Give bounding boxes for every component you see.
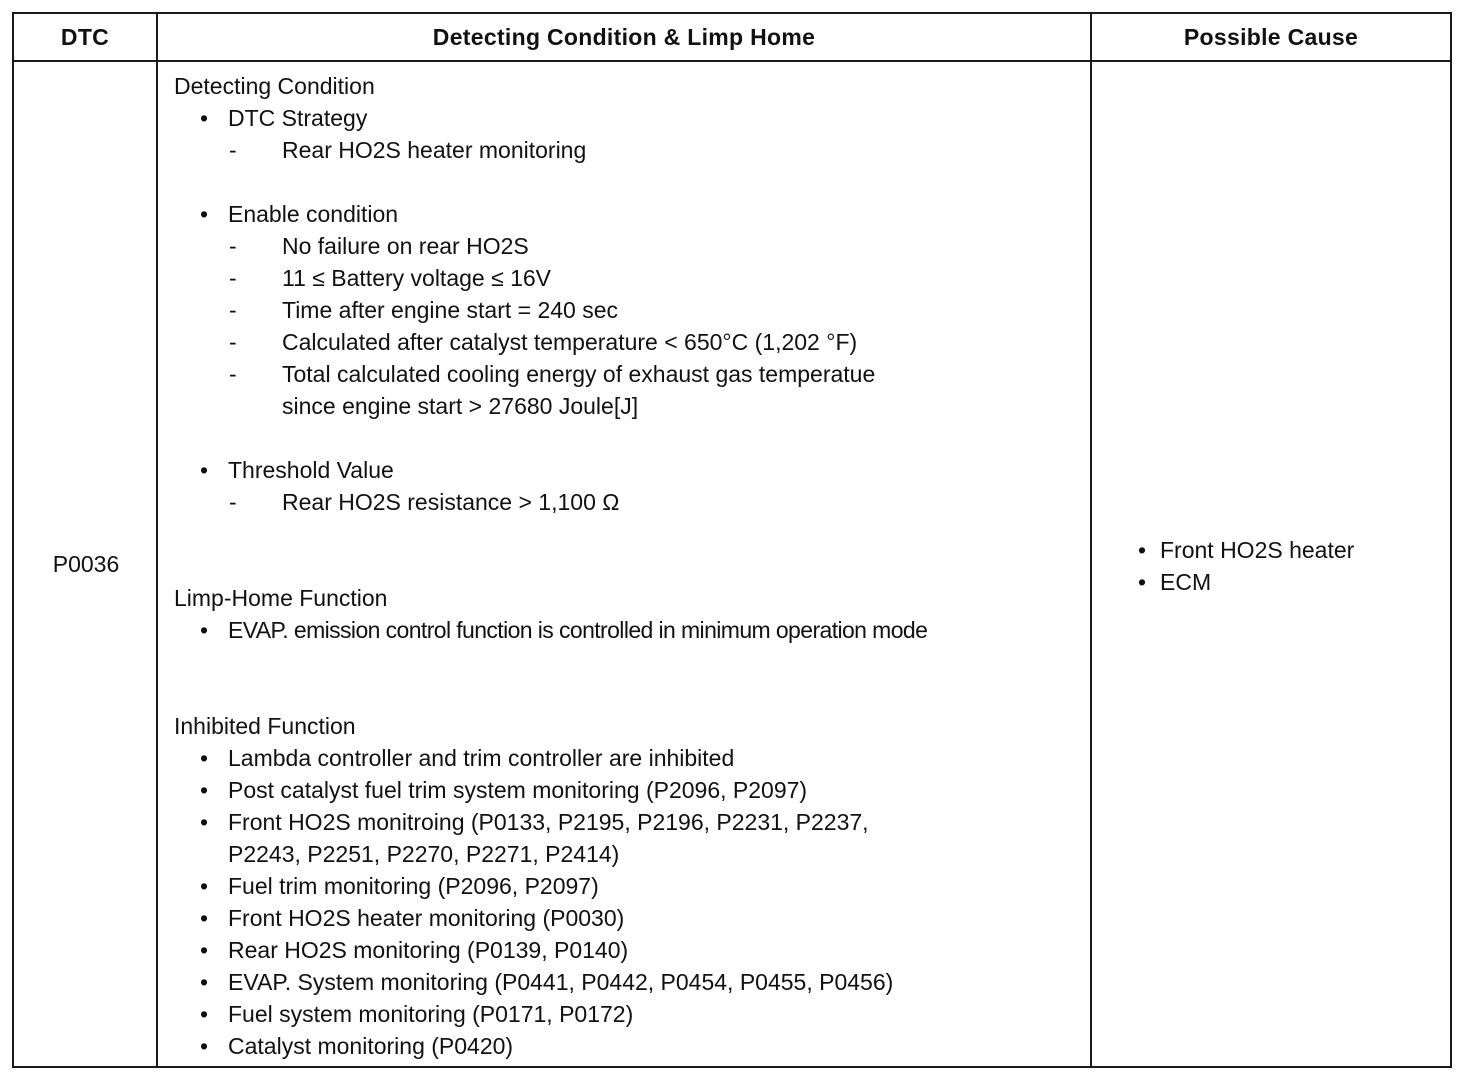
list-item (174, 294, 1094, 326)
inhibited-item: Fuel system monitoring (P0171, P0172) (228, 1001, 634, 1027)
inhibited-item: Front HO2S heater monitoring (P0030) (228, 905, 625, 931)
dash-icon: - (229, 489, 237, 515)
list-item (174, 998, 1094, 1030)
list-item (174, 806, 1094, 838)
bullet-icon: • (200, 905, 209, 931)
list-item (174, 902, 1094, 934)
inhibited-item: Catalyst monitoring (P0420) (228, 1033, 514, 1059)
list-item (174, 966, 1094, 998)
dtc-strategy-label: DTC Strategy (228, 105, 368, 131)
limp-home-title: Limp-Home Function (174, 585, 388, 611)
bullet-icon: • (200, 777, 209, 803)
dash-icon: - (229, 361, 237, 387)
dtc-strategy-item: Rear HO2S heater monitoring (282, 137, 587, 163)
possible-cause-item: Front HO2S heater (1160, 537, 1355, 563)
list-item (174, 486, 1094, 518)
list-item (174, 614, 1094, 646)
bullet-icon: • (200, 937, 209, 963)
inhibited-item: Fuel trim monitoring (P2096, P2097) (228, 873, 599, 899)
bullet-icon: • (200, 617, 209, 643)
list-item (174, 454, 1094, 486)
list-item (174, 326, 1094, 358)
dash-icon: - (229, 265, 237, 291)
inhibited-item: Front HO2S monitroing (P0133, P2195, P2196, P2231, P2237, (228, 809, 869, 835)
bullet-icon: • (200, 1033, 209, 1059)
header-dtc: DTC (60, 23, 110, 50)
enable-condition-item: Time after engine start = 240 sec (282, 297, 619, 323)
dtc-code: P0036 (52, 550, 120, 577)
possible-cause-item: ECM (1160, 569, 1212, 595)
header-condition: Detecting Condition & Limp Home (432, 23, 816, 50)
inhibited-item: Lambda controller and trim controller are inhibited (228, 745, 735, 771)
detecting-condition-title: Detecting Condition (174, 73, 375, 99)
bullet-icon: • (200, 457, 209, 483)
possible-cause-cell (1108, 534, 1354, 598)
bullet-icon: • (200, 105, 209, 131)
bullet-icon: • (200, 201, 209, 227)
bullet-icon: • (200, 873, 209, 899)
list-item (174, 742, 1094, 774)
bullet-icon: • (200, 1001, 209, 1027)
dash-icon: - (229, 233, 237, 259)
enable-condition-item-continued: since engine start > 27680 Joule[J] (282, 393, 639, 419)
list-item (174, 358, 1094, 390)
dash-icon: - (229, 329, 237, 355)
list-item (174, 230, 1094, 262)
inhibited-item: Rear HO2S monitoring (P0139, P0140) (228, 937, 629, 963)
list-item (174, 134, 1094, 166)
header-cause: Possible Cause (1183, 23, 1359, 50)
bullet-icon: • (1138, 537, 1147, 563)
header-divider (14, 60, 1450, 62)
list-item (1108, 566, 1354, 598)
threshold-value-label: Threshold Value (228, 457, 394, 483)
list-item (174, 1030, 1094, 1062)
enable-condition-label: Enable condition (228, 201, 399, 227)
inhibited-item: EVAP. System monitoring (P0441, P0442, P0454, P0455, P0456) (228, 969, 894, 995)
list-item (174, 198, 1094, 230)
limp-home-item: EVAP. emission control function is controlled in minimum operation mode (228, 617, 928, 643)
inhibited-function-title: Inhibited Function (174, 713, 356, 739)
enable-condition-item: No failure on rear HO2S (282, 233, 529, 259)
inhibited-item-continued: P2243, P2251, P2270, P2271, P2414) (228, 841, 620, 867)
bullet-icon: • (1138, 569, 1147, 595)
dash-icon: - (229, 297, 237, 323)
bullet-icon: • (200, 969, 209, 995)
list-item (174, 774, 1094, 806)
dtc-table (12, 12, 1452, 1068)
list-item (174, 870, 1094, 902)
enable-condition-item: Calculated after catalyst temperature < 650°C (1,202 °F) (282, 329, 858, 355)
enable-condition-item: Total calculated cooling energy of exhaust gas temperatue (282, 361, 876, 387)
inhibited-item: Post catalyst fuel trim system monitoring (P2096, P2097) (228, 777, 808, 803)
condition-cell (174, 70, 1094, 1062)
enable-condition-item: 11 ≤ Battery voltage ≤ 16V (282, 265, 552, 291)
list-item (174, 102, 1094, 134)
list-item (174, 262, 1094, 294)
dash-icon: - (229, 137, 237, 163)
threshold-value-item: Rear HO2S resistance > 1,100 Ω (282, 489, 620, 515)
bullet-icon: • (200, 809, 209, 835)
bullet-icon: • (200, 745, 209, 771)
list-item (174, 934, 1094, 966)
list-item (1108, 534, 1354, 566)
